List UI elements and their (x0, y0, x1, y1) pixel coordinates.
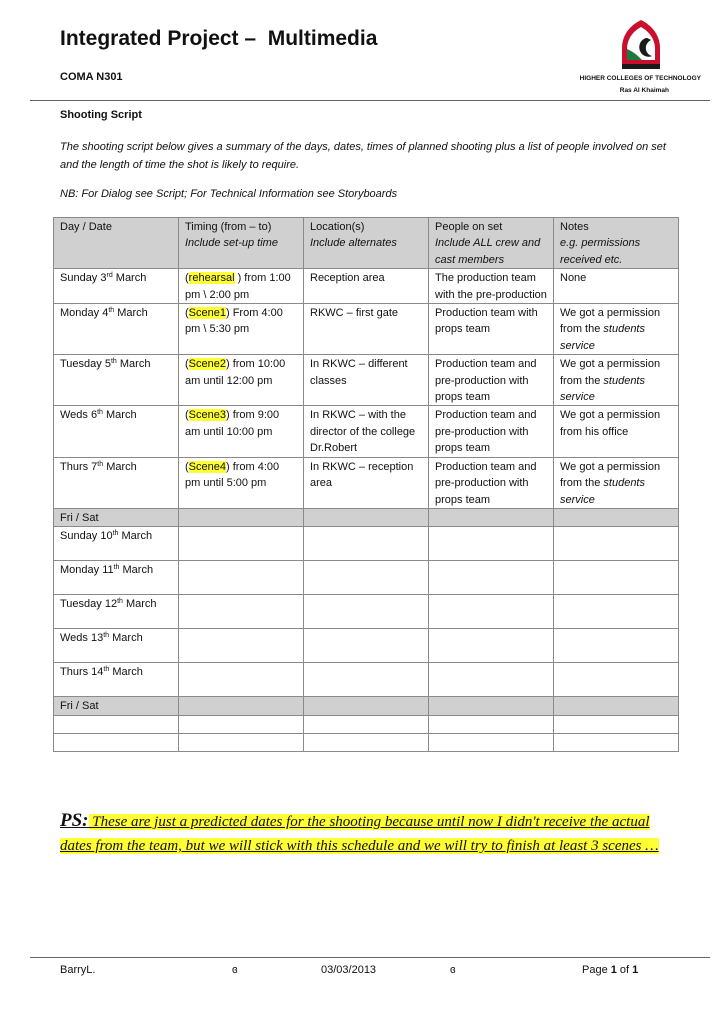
day-cell: Tuesday 5th March (54, 355, 179, 406)
ps-note (60, 809, 680, 858)
day-cell: Tuesday 12th March (54, 595, 179, 629)
location-cell: In RKWC – reception area (304, 457, 429, 508)
ps-label: PS: (60, 810, 89, 831)
college-name: HIGHER COLLEGES OF TECHNOLOGY (579, 75, 701, 82)
notes-cell: We got a permission from the students service (554, 304, 679, 355)
header-divider (30, 100, 710, 101)
hct-logo-icon (618, 18, 664, 70)
location-cell: In RKWC – with the director of the college Dr.Robert (304, 406, 429, 457)
people-cell: Production team and pre-production with props team (429, 406, 554, 457)
timing-cell: (rehearsal ) from 1:00 pm \ 2:00 pm (179, 269, 304, 304)
shooting-schedule-table (53, 217, 679, 752)
nb-note: NB: For Dialog see Script; For Technical Information see Storyboards (60, 188, 398, 200)
header-cell: Timing (from – to) Include set-up time (179, 218, 304, 269)
header-cell: Day / Date (54, 218, 179, 269)
header-cell: Location(s) Include alternates (304, 218, 429, 269)
document-title: Integrated Project – Multimedia (60, 27, 378, 50)
day-cell: Weds 13th March (54, 629, 179, 663)
section-title: Shooting Script (60, 109, 142, 121)
table-header-row (54, 218, 679, 269)
notes-cell: None (554, 269, 679, 304)
table-row (54, 406, 679, 457)
day-cell: Weds 6th March (54, 406, 179, 457)
day-cell: Thurs 7th March (54, 457, 179, 508)
timing-cell: (Scene3) from 9:00 am until 10:00 pm (179, 406, 304, 457)
footer-divider (30, 957, 710, 958)
table-row (54, 663, 679, 697)
location-cell: In RKWC – different classes (304, 355, 429, 406)
footer-author: BarryL. (60, 964, 96, 976)
table-row (54, 269, 679, 304)
people-cell: Production team and pre-production with props team (429, 457, 554, 508)
weekend-row (54, 697, 679, 715)
notes-cell: We got a permission from the students service (554, 457, 679, 508)
blank-row (54, 715, 679, 733)
table-row (54, 457, 679, 508)
people-cell: Production team with props team (429, 304, 554, 355)
weekend-label: Fri / Sat (54, 697, 179, 715)
ornament-icon: ɞ (450, 964, 456, 976)
weekend-row (54, 508, 679, 526)
day-cell: Monday 11th March (54, 561, 179, 595)
notes-cell: We got a permission from the students service (554, 355, 679, 406)
day-cell: Monday 4th March (54, 304, 179, 355)
ps-text: These are just a predicted dates for the shooting because until now I didn't receive the actual dates from the team, but we will stick with this schedule and we will try to finish at least 3 scenes … (60, 814, 659, 854)
course-code: COMA N301 (60, 71, 123, 83)
timing-cell: (Scene1) From 4:00 pm \ 5:30 pm (179, 304, 304, 355)
notes-cell: We got a permission from his office (554, 406, 679, 457)
people-cell: The production team with the pre-production (429, 269, 554, 304)
intro-paragraph: The shooting script below gives a summary of the days, dates, times of planned shooting plus a list of people involved on set and the length of time the shot is likely to require. (60, 141, 666, 171)
day-cell: Sunday 3rd March (54, 269, 179, 304)
day-cell: Sunday 10th March (54, 527, 179, 561)
table-row (54, 527, 679, 561)
table-row (54, 304, 679, 355)
timing-cell: (Scene4) from 4:00 pm until 5:00 pm (179, 457, 304, 508)
day-cell: Thurs 14th March (54, 663, 179, 697)
people-cell: Production team and pre-production with props team (429, 355, 554, 406)
table-row (54, 561, 679, 595)
table-row (54, 629, 679, 663)
ornament-icon: ɞ (232, 964, 238, 976)
timing-cell: (Scene2) from 10:00 am until 12:00 pm (179, 355, 304, 406)
table-row (54, 595, 679, 629)
footer-date: 03/03/2013 (321, 964, 377, 976)
location-cell: RKWC – first gate (304, 304, 429, 355)
header-cell: Notes e.g. permissions received etc. (554, 218, 679, 269)
campus-name: Ras Al Khaimah (619, 87, 669, 94)
weekend-label: Fri / Sat (54, 508, 179, 526)
location-cell: Reception area (304, 269, 429, 304)
table-row (54, 355, 679, 406)
header-cell: People on set Include ALL crew and cast members (429, 218, 554, 269)
page-number: Page 1 of 1 (582, 964, 639, 976)
blank-row (54, 733, 679, 751)
